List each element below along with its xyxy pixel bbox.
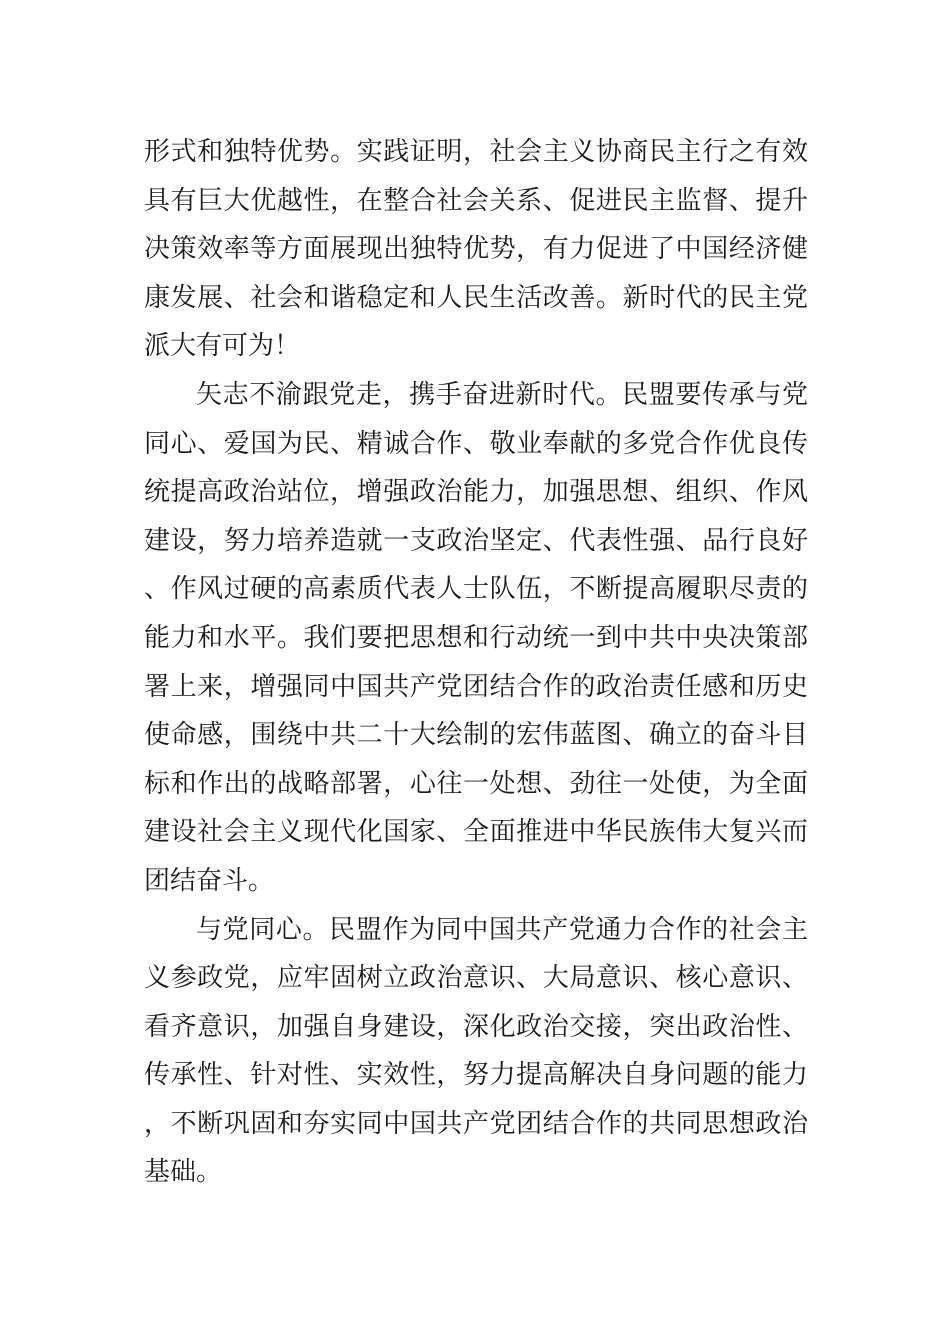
body-text	[144, 128, 808, 1197]
paragraph-3: 与党同心。民盟作为同中国共产党通力合作的社会主义参政党，应牢固树立政治意识、大局意识、核心意识、看齐意识，加强自身建设，深化政治交接，突出政治性、传承性、针对性、实效性，努力提高解决自身问题的能力，不断巩固和夯实同中国共产党团结合作的共同思想政治基础。	[144, 914, 808, 1188]
paragraph-2: 矢志不渝跟党走，携手奋进新时代。民盟要传承与党同心、爱国为民、精诚合作、敬业奉献的多党合作优良传统提高政治站位，增强政治能力，加强思想、组织、作风建设，努力培养造就一支政治坚定、代表性强、品行良好、作风过硬的高素质代表人士队伍，不断提高履职尽责的能力和水平。我们要把思想和行动统一到中共中央决策部署上来，增强同中国共产党团结合作的政治责任感和历史使命感，围绕中共二十大绘制的宏伟蓝图、确立的奋斗目标和作出的战略部署，心往一处想、劲往一处使，为全面建设社会主义现代化国家、全面推进中华民族伟大复兴而团结奋斗。	[144, 379, 808, 896]
paragraph-1: 形式和独特优势。实践证明，社会主义协商民主行之有效具有巨大优越性，在整合社会关系、促进民主监督、提升决策效率等方面展现出独特优势，有力促进了中国经济健康发展、社会和谐稳定和人民生活改善。新时代的民主党派大有可为！	[144, 137, 808, 362]
